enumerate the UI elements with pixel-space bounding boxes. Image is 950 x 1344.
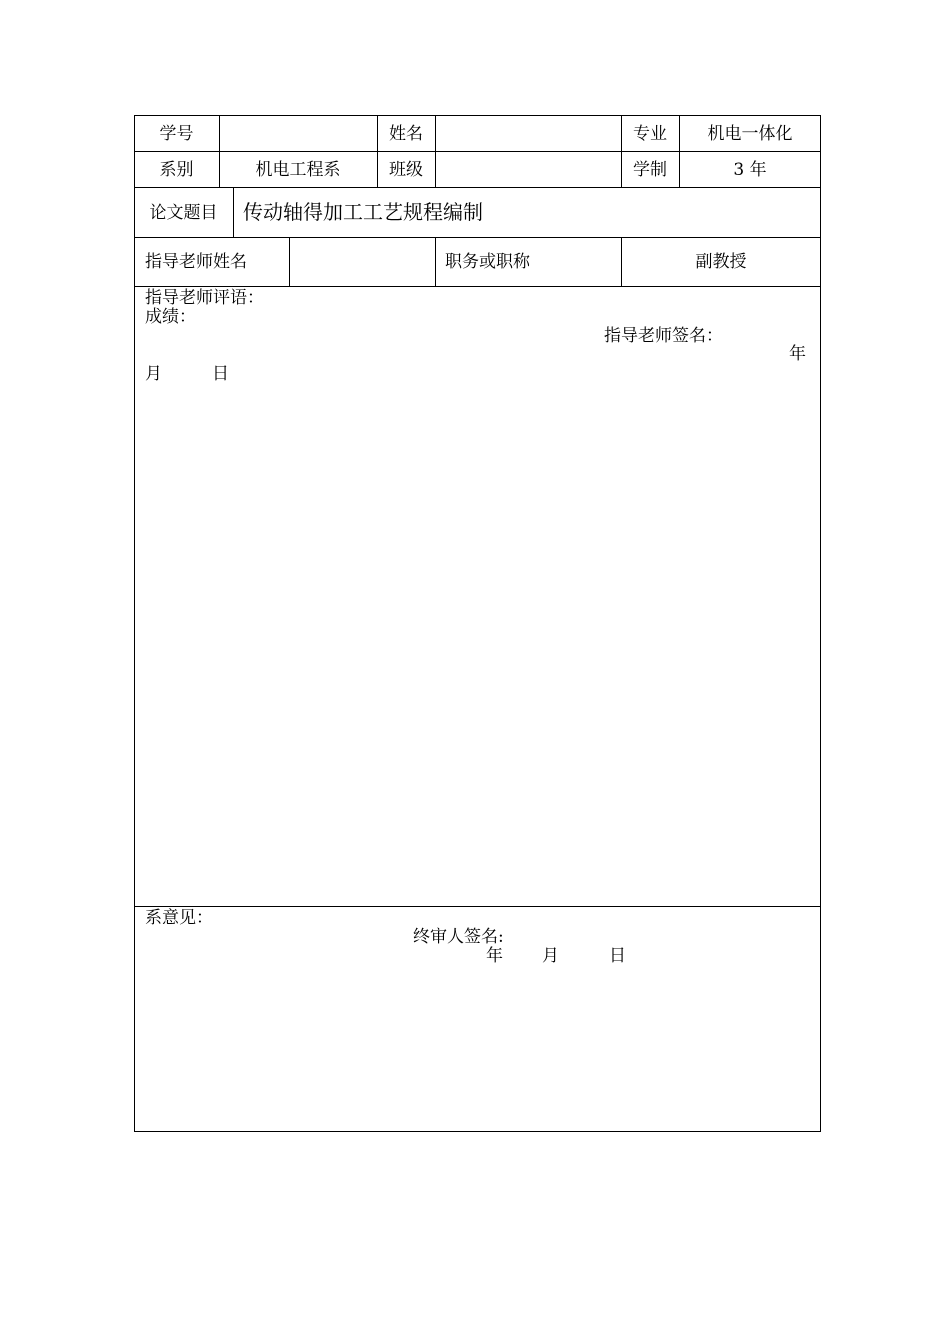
duration-value: 3 年 — [733, 160, 767, 180]
advisor-date-year: 年 — [789, 344, 806, 364]
class-label: 班级 — [389, 160, 423, 180]
final-reviewer-signature-label: 终审人签名: — [413, 927, 504, 947]
department-date-day: 日 — [609, 946, 626, 966]
name-field[interactable] — [436, 124, 621, 144]
advisor-name-field[interactable] — [290, 252, 435, 272]
advisor-date-month: 月 — [145, 364, 162, 384]
student-id-field[interactable] — [220, 124, 377, 144]
major-label: 专业 — [633, 124, 667, 144]
position-value: 副教授 — [695, 252, 747, 272]
advisor-signature-label: 指导老师签名： — [604, 326, 723, 346]
student-id-label: 学号 — [159, 124, 194, 144]
name-label: 姓名 — [389, 124, 423, 144]
major-value: 机电一体化 — [707, 124, 793, 144]
department-date-month: 月 — [542, 946, 559, 966]
column-divider — [233, 187, 234, 237]
thesis-title-label: 论文题目 — [149, 203, 218, 223]
thesis-title-value: 传动轴得加工工艺规程编制 — [243, 200, 483, 224]
column-divider — [435, 237, 436, 286]
advisor-name-label: 指导老师姓名 — [145, 252, 247, 272]
department-label: 系别 — [159, 160, 194, 180]
row-divider — [134, 237, 821, 238]
row-divider — [134, 286, 821, 287]
advisor-date-day: 日 — [212, 364, 229, 384]
advisor-comments-label: 指导老师评语： — [145, 288, 264, 308]
duration-label: 学制 — [633, 160, 667, 180]
position-label: 职务或职称 — [445, 252, 530, 272]
row-divider — [134, 906, 821, 907]
department-date-year: 年 — [486, 946, 503, 966]
row-divider — [134, 151, 821, 152]
department-opinion-label: 系意见： — [145, 908, 213, 928]
department-value: 机电工程系 — [255, 160, 341, 180]
class-field[interactable] — [436, 160, 621, 180]
score-label: 成绩： — [145, 307, 196, 327]
row-divider — [134, 187, 821, 188]
